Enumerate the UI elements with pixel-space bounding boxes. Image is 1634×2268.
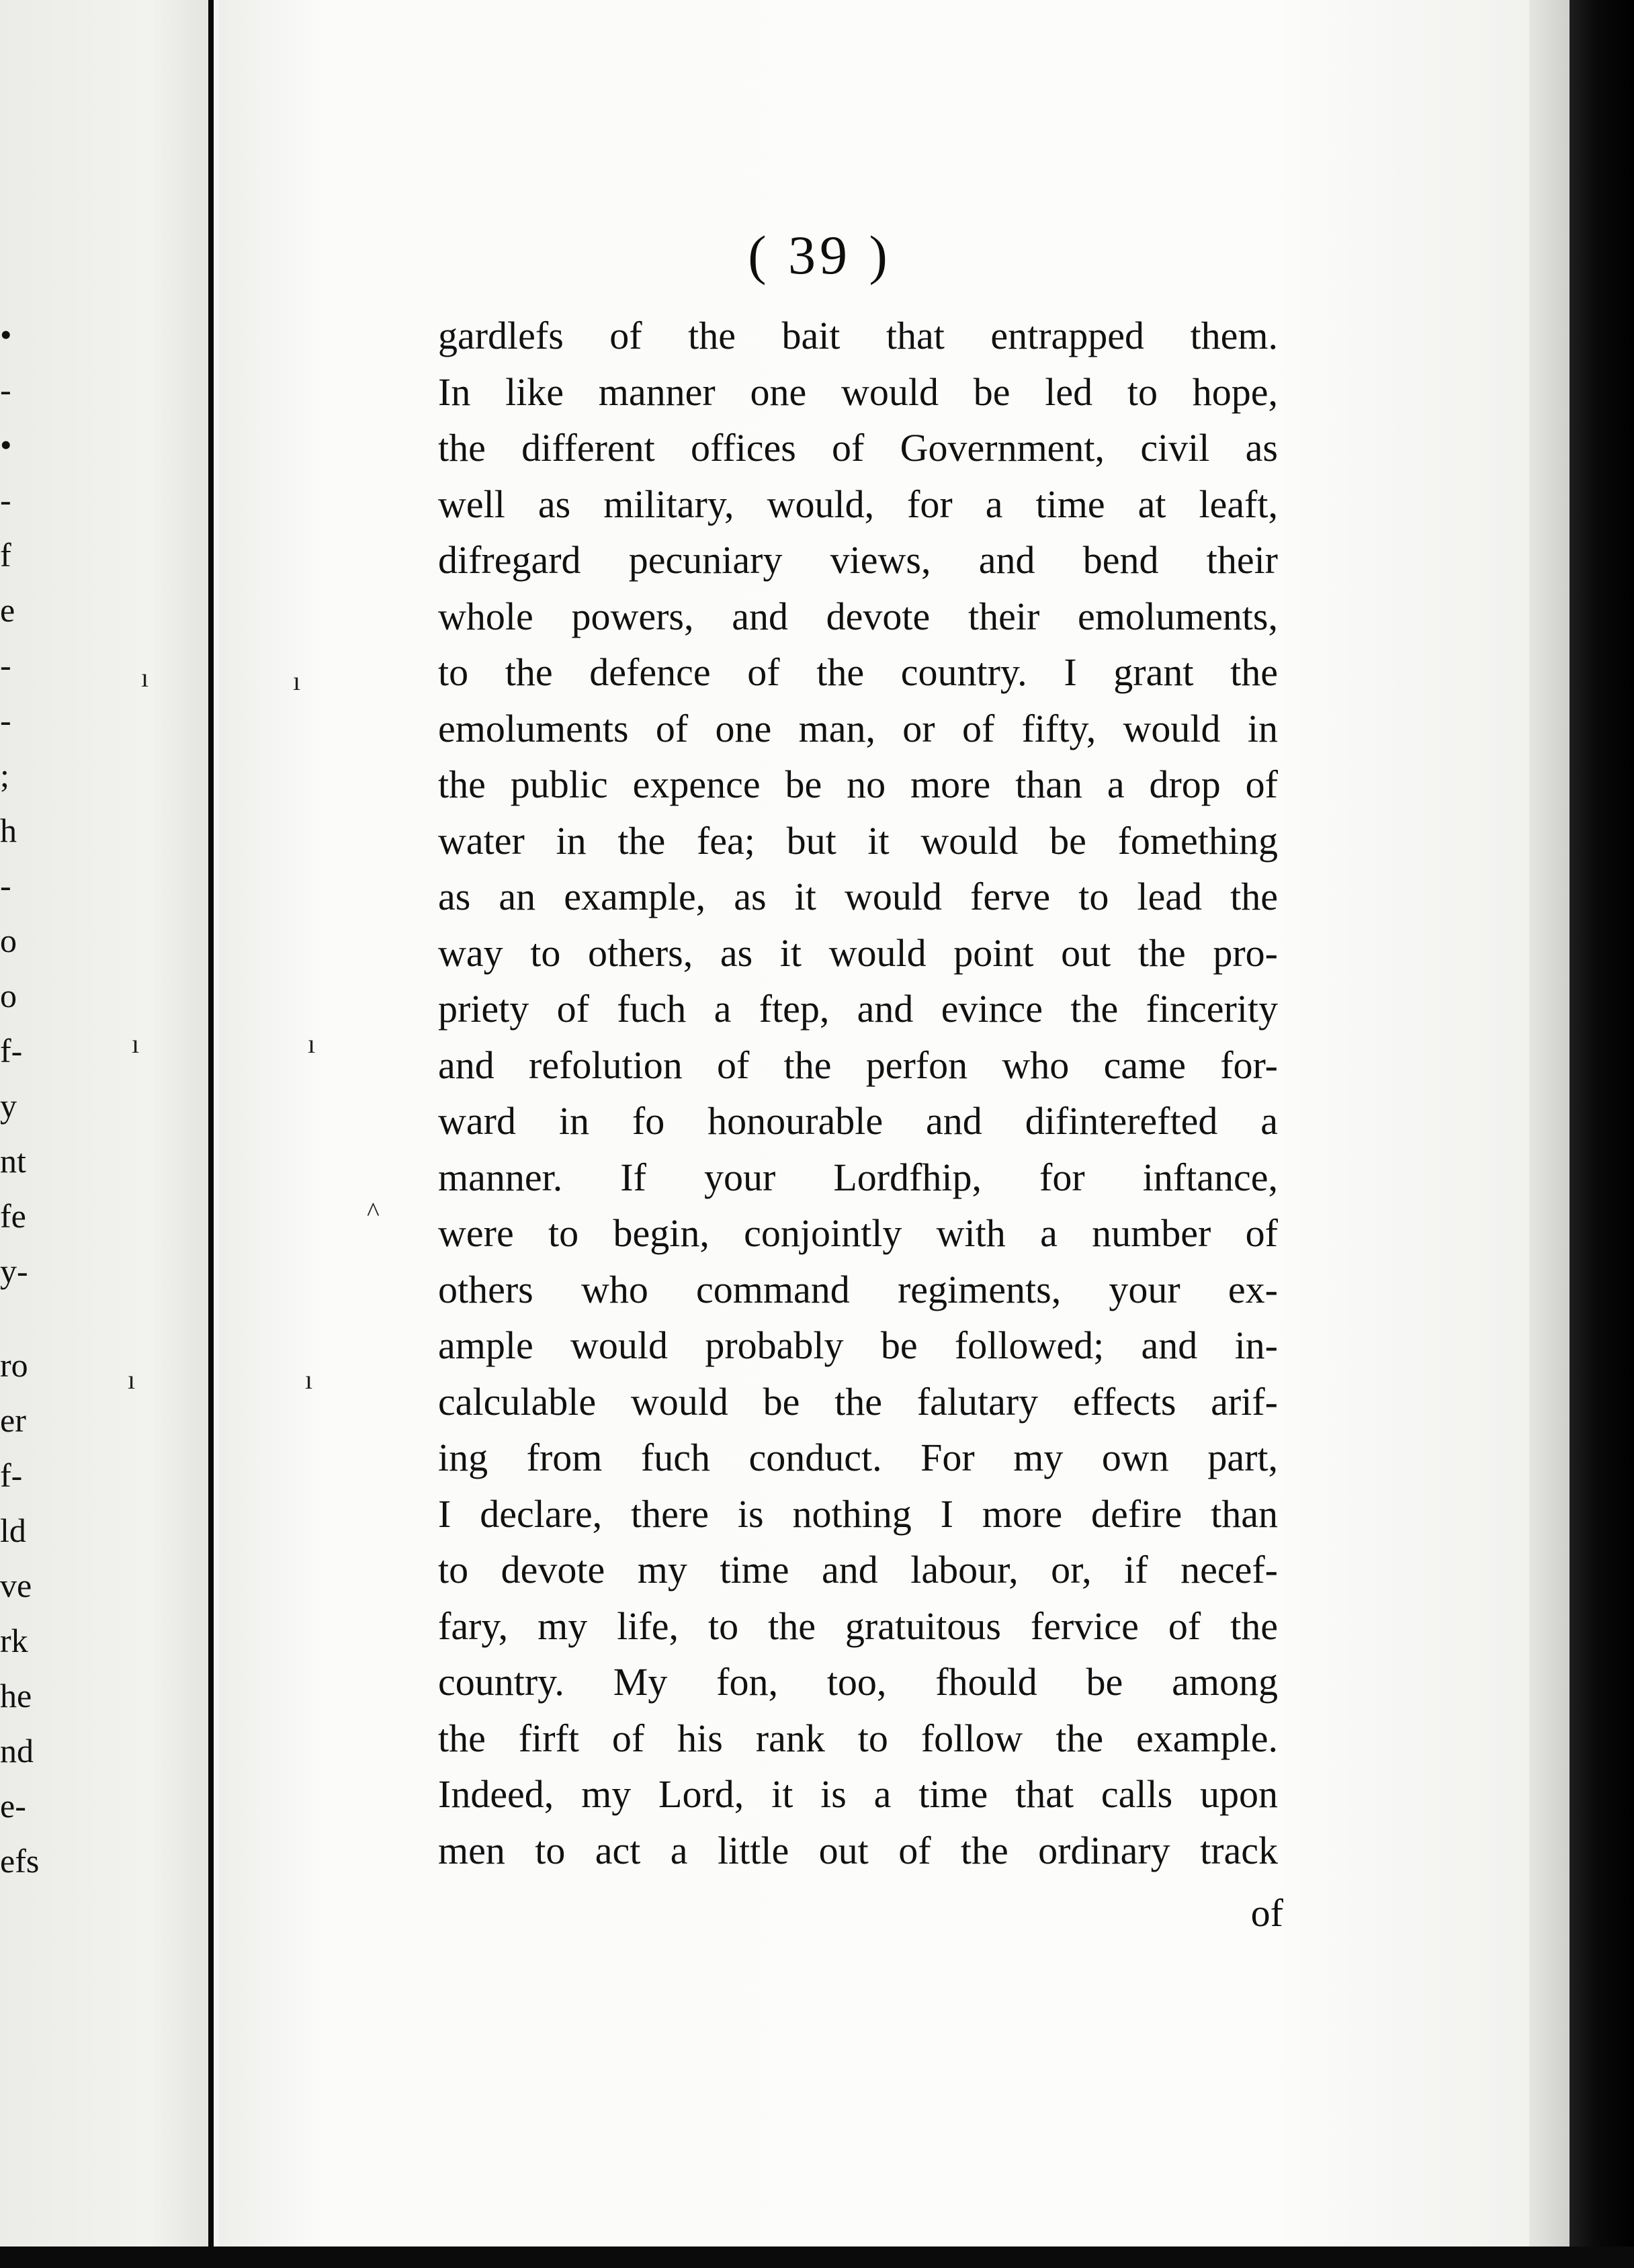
left-fragment: nd bbox=[0, 1732, 34, 1770]
stray-mark: ı bbox=[308, 1029, 316, 1059]
text-line: difregard pecuniary views, and bend their bbox=[438, 538, 1278, 582]
text-line: priety of fuch a ftep, and evince the fincerity bbox=[438, 987, 1278, 1031]
left-fragment: - bbox=[0, 481, 11, 519]
left-fragment: o bbox=[0, 922, 17, 959]
left-fragment: • bbox=[0, 316, 12, 353]
text-line: to devote my time and labour, or, if necef- bbox=[438, 1548, 1278, 1591]
left-fragment: he bbox=[0, 1677, 32, 1714]
left-fragment: o bbox=[0, 977, 17, 1014]
catchword: of bbox=[1250, 1891, 1283, 1935]
text-line: as an example, as it would ferve to lead the bbox=[438, 875, 1278, 918]
body-text bbox=[438, 308, 1278, 1878]
stray-mark: ı bbox=[132, 1029, 140, 1059]
text-line: ing from fuch conduct. For my own part, bbox=[438, 1436, 1278, 1479]
left-fragment: - bbox=[0, 371, 11, 408]
text-line: calculable would be the falutary effects arif- bbox=[438, 1379, 1278, 1424]
left-fragment: e bbox=[0, 591, 15, 629]
text-line: water in the fea; but it would be fomething bbox=[438, 818, 1278, 863]
page-number: ( 39 ) bbox=[748, 224, 892, 286]
stray-mark: ı bbox=[128, 1364, 136, 1395]
text-line: country. My fon, too, fhould be among bbox=[438, 1660, 1278, 1704]
page-gutter-line bbox=[208, 0, 214, 2268]
left-fragment: ; bbox=[0, 756, 9, 794]
text-line: were to begin, conjointly with a number of bbox=[438, 1211, 1278, 1255]
text-line: to the defence of the country. I grant the bbox=[438, 650, 1278, 694]
left-fragment: rk bbox=[0, 1622, 28, 1659]
left-fragment: f- bbox=[0, 1032, 23, 1070]
left-fragment: nt bbox=[0, 1142, 26, 1180]
text-line: the different offices of Government, civil as bbox=[438, 426, 1278, 470]
text-line: ample would probably be followed; and in- bbox=[438, 1323, 1278, 1367]
text-line: way to others, as it would point out the pro- bbox=[438, 930, 1278, 975]
text-line: men to act a little out of the ordinary track bbox=[438, 1828, 1278, 1872]
scan-border-bottom bbox=[0, 2247, 1634, 2268]
left-fragment: e- bbox=[0, 1787, 26, 1825]
left-fragment: efs bbox=[0, 1842, 40, 1880]
left-fragment: fe bbox=[0, 1197, 26, 1235]
left-fragment: y- bbox=[0, 1252, 28, 1290]
left-fragment: - bbox=[0, 701, 11, 739]
left-fragment: h bbox=[0, 812, 17, 849]
text-line: others who command regiments, your ex- bbox=[438, 1267, 1278, 1311]
stray-mark: ı bbox=[305, 1364, 313, 1395]
left-fragment: ve bbox=[0, 1567, 32, 1604]
left-fragment: - bbox=[0, 867, 11, 904]
left-fragment: f bbox=[0, 536, 11, 574]
text-line: the firft of his rank to follow the example. bbox=[438, 1716, 1278, 1760]
left-fragment: - bbox=[0, 646, 11, 684]
text-line: whole powers, and devote their emoluments, bbox=[438, 594, 1278, 638]
text-line: In like manner one would be led to hope, bbox=[438, 369, 1278, 414]
text-line: ward in fo honourable and difinterefted a bbox=[438, 1099, 1278, 1143]
text-line: I declare, there is nothing I more defire than bbox=[438, 1491, 1278, 1536]
left-fragment: f- bbox=[0, 1456, 23, 1494]
text-line: and refolution of the perfon who came for- bbox=[438, 1043, 1278, 1087]
scan-border-right bbox=[1570, 0, 1634, 2268]
left-fragment: • bbox=[0, 426, 12, 464]
left-facing-page bbox=[0, 0, 214, 2268]
stray-mark: ^ bbox=[367, 1196, 380, 1227]
page-edge-shadow bbox=[1529, 0, 1570, 2268]
text-line: Indeed, my Lord, it is a time that calls upon bbox=[438, 1772, 1278, 1816]
left-fragment: y bbox=[0, 1087, 17, 1125]
left-fragment: ro bbox=[0, 1346, 28, 1384]
left-page-text-fragments bbox=[0, 0, 202, 2268]
text-line: emoluments of one man, or of fifty, would in bbox=[438, 706, 1278, 750]
stray-mark: ı bbox=[293, 666, 301, 696]
left-fragment: ld bbox=[0, 1512, 26, 1549]
text-line: manner. If your Lordfhip, for inftance, bbox=[438, 1155, 1278, 1199]
stray-mark: ı bbox=[141, 662, 149, 693]
text-line: fary, my life, to the gratuitous fervice of the bbox=[438, 1604, 1278, 1648]
left-fragment: er bbox=[0, 1401, 26, 1439]
text-line: the public expence be no more than a drop of bbox=[438, 762, 1278, 806]
text-line: well as military, would, for a time at leaft, bbox=[438, 482, 1278, 526]
text-line: gardlefs of the bait that entrapped them. bbox=[438, 314, 1278, 357]
